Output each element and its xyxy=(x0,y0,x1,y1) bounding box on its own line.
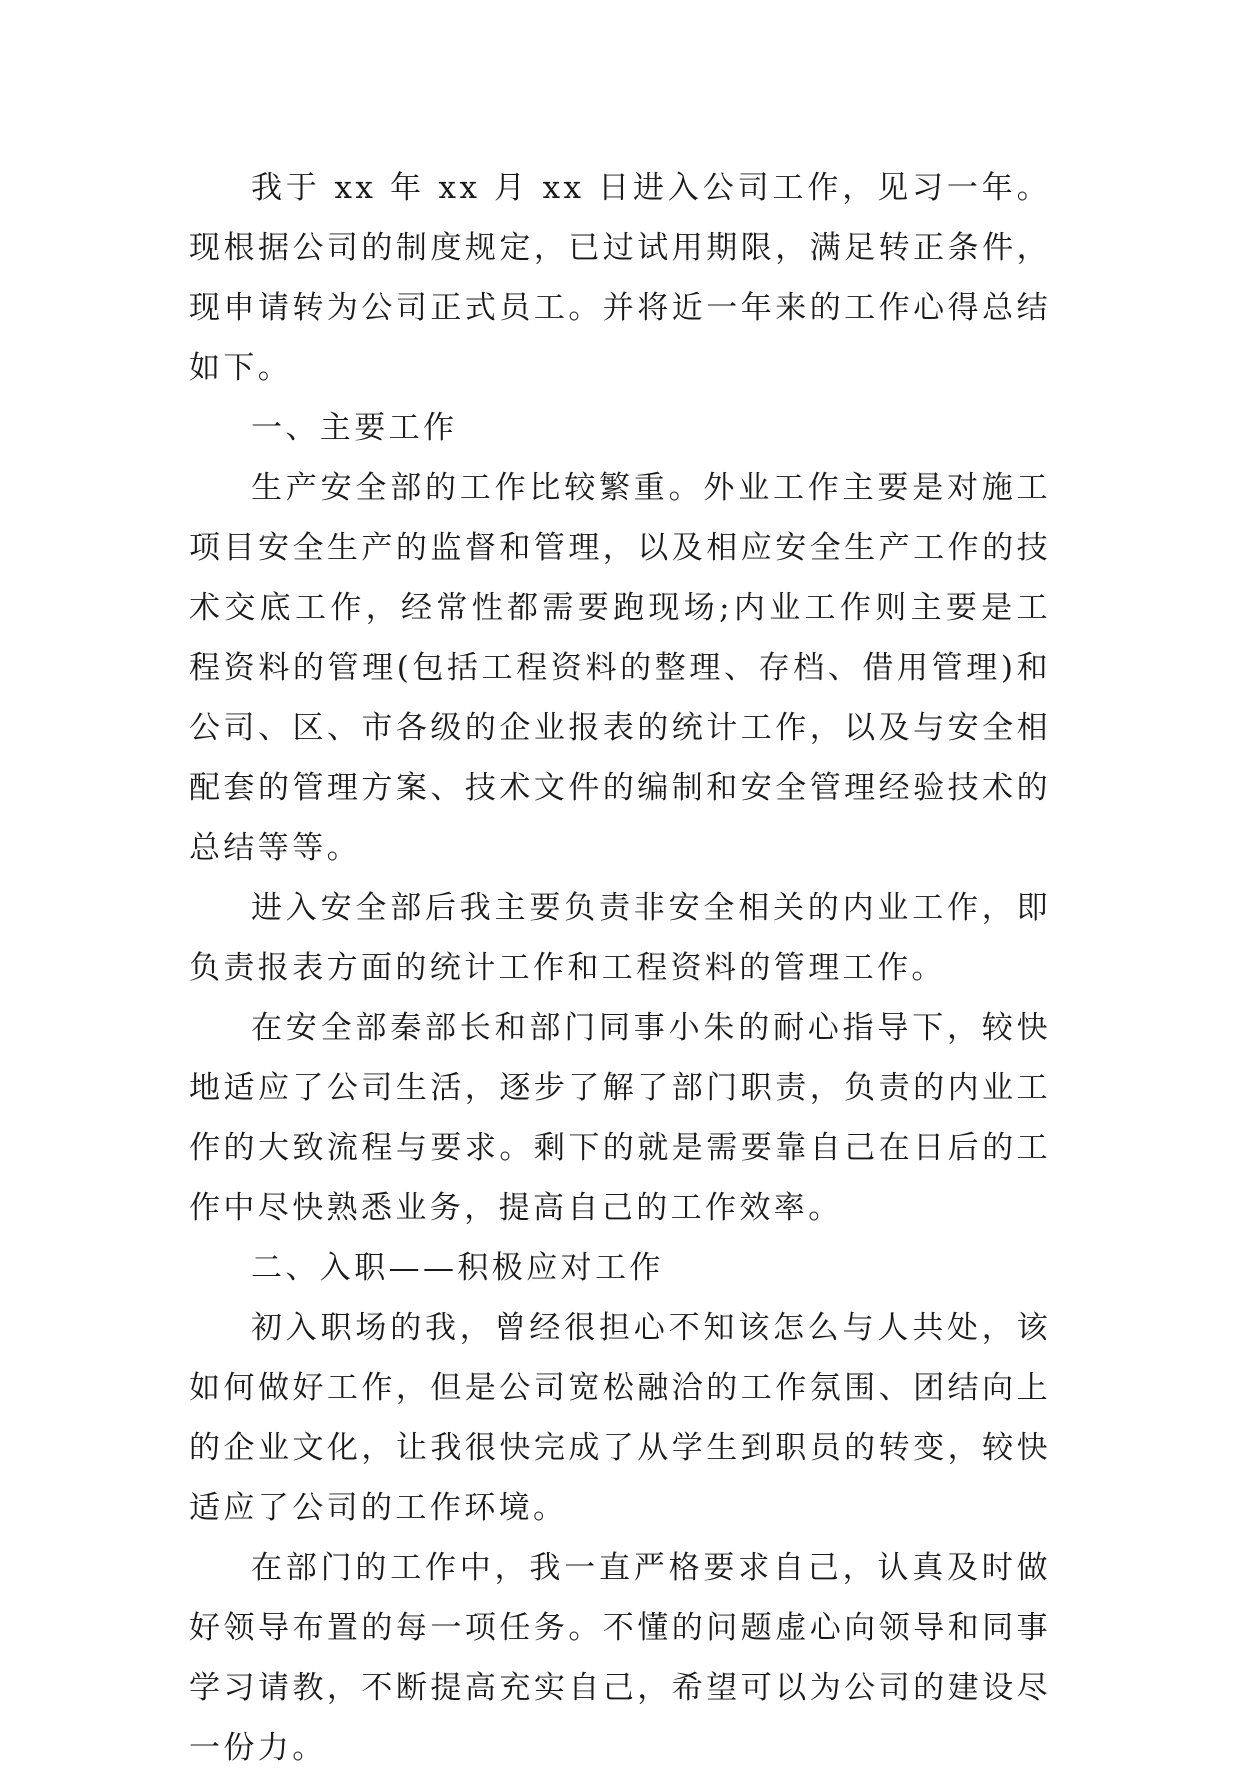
responsibility-paragraph: 进入安全部后我主要负责非安全相关的内业工作，即负责报表方面的统计工作和工程资料的管理工作。 xyxy=(189,890,1051,986)
document-body xyxy=(189,158,1051,1778)
section-heading-main-work: 一、主要工作 xyxy=(251,410,458,446)
adaptation-paragraph: 初入职场的我，曾经很担心不知该怎么与人共处，该如何做好工作，但是公司宽松融洽的工作氛围、团结向上的企业文化，让我很快完成了从学生到职员的转变，较快适应了公司的工作环境。 xyxy=(189,1310,1051,1526)
work-description-paragraph: 生产安全部的工作比较繁重。外业工作主要是对施工项目安全生产的监督和管理，以及相应安全生产工作的技术交底工作，经常性都需要跑现场;内业工作则主要是工程资料的管理(包括工程资料的整理、存档、借用管理)和公司、区、市各级的企业报表的统计工作，以及与安全相配套的管理方案、技术文件的编制和安全管理经验技术的总结等等。 xyxy=(189,470,1051,866)
intro-paragraph: 我于 xx 年 xx 月 xx 日进入公司工作，见习一年。现根据公司的制度规定，已过试用期限，满足转正条件，现申请转为公司正式员工。并将近一年来的工作心得总结如下。 xyxy=(189,170,1051,386)
guidance-paragraph: 在安全部秦部长和部门同事小朱的耐心指导下，较快地适应了公司生活，逐步了解了部门职责，负责的内业工作的大致流程与要求。剩下的就是需要靠自己在日后的工作中尽快熟悉业务，提高自己的工作效率。 xyxy=(189,1010,1051,1226)
attitude-paragraph: 在部门的工作中，我一直严格要求自己，认真及时做好领导布置的每一项任务。不懂的问题虚心向领导和同事学习请教，不断提高充实自己，希望可以为公司的建设尽一份力。 xyxy=(189,1550,1051,1766)
section-heading-onboarding: 二、入职——积极应对工作 xyxy=(251,1250,664,1286)
